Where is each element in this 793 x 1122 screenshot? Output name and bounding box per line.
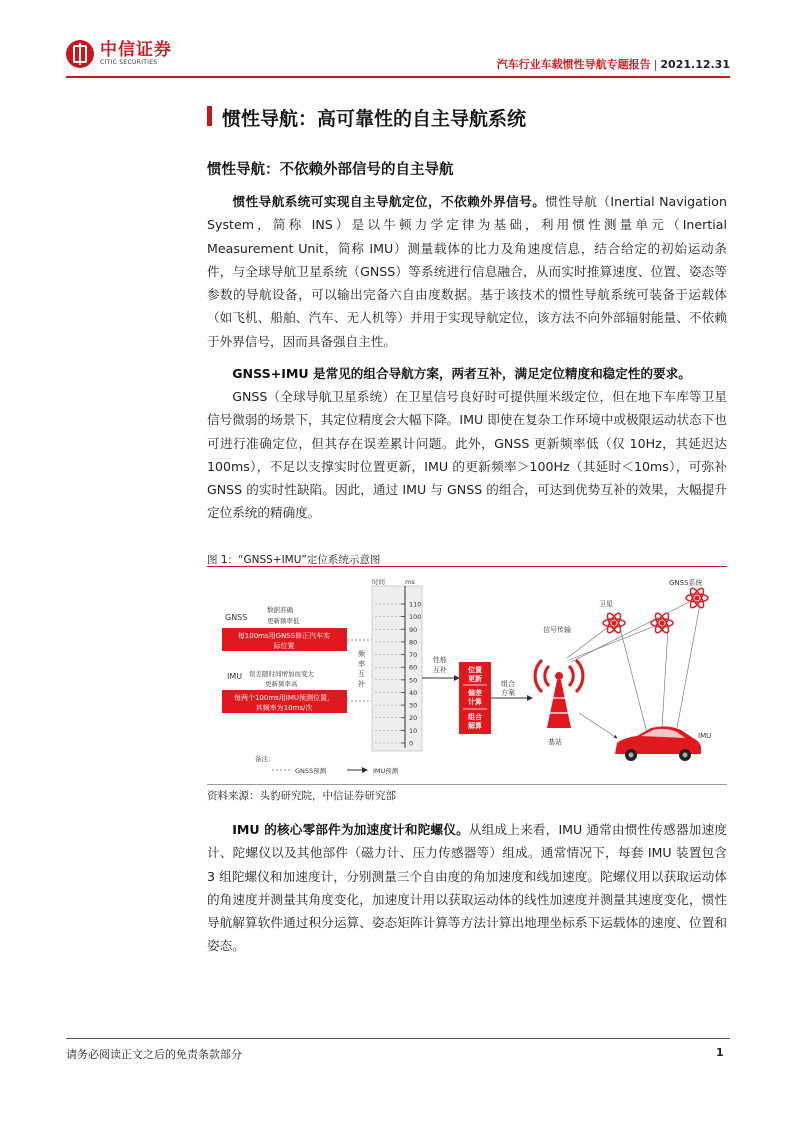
figure-top-rule xyxy=(207,566,727,567)
figure-source: 资料来源：头豹研究院，中信证券研究部 xyxy=(207,790,396,802)
imu-car-label: IMU xyxy=(698,732,712,740)
figure-caption: 图 1：“GNSS+IMU”定位系统示意图 xyxy=(207,554,381,566)
section-title: 惯性导航：高可靠性的自主导航系统 xyxy=(222,108,527,130)
timeline-tick-label: 0 xyxy=(409,739,414,748)
footer-disclaimer: 请务必阅读正文之后的免责条款部分 xyxy=(66,1048,242,1061)
page-number: 1 xyxy=(716,1046,724,1059)
svg-text:率: 率 xyxy=(358,660,365,668)
timeline-tick-label: 40 xyxy=(409,688,418,697)
freq-complement-label xyxy=(358,649,366,688)
timeline-tick-label: 70 xyxy=(409,651,418,660)
imu-desc-1: 误差随时间增加而变大 xyxy=(249,670,314,678)
svg-text:频: 频 xyxy=(358,650,365,658)
gnss-imu-diagram xyxy=(207,568,727,782)
base-station-label: 基站 xyxy=(548,738,562,746)
footer-divider xyxy=(66,1038,730,1039)
timeline-tick-label: 110 xyxy=(409,600,422,609)
timeline-tick-label: 100 xyxy=(409,613,422,622)
legend-title: 备注： xyxy=(255,755,275,763)
signal-label: 信号传输 xyxy=(543,626,571,634)
paragraph-gnss-imu-lead: GNSS+IMU 是常见的组合导航方案，两者互补，满足定位精度和稳定性的要求。 xyxy=(232,366,691,381)
satellite-icon-1 xyxy=(603,611,625,634)
paragraph-ins-lead: 惯性导航系统可实现自主导航定位，不依赖外界信号。 xyxy=(232,194,546,209)
citic-logo xyxy=(66,40,172,68)
timeline-tick-label: 30 xyxy=(409,701,418,710)
base-to-car-arrow xyxy=(579,713,617,738)
imu-box-line-2: 其频率为10ms/次 xyxy=(255,704,313,712)
gnss-box-line-1: 每100ms用GNSS修正汽车实 xyxy=(237,632,331,640)
perf-label-1: 性能 xyxy=(433,656,447,664)
perf-label-2: 互补 xyxy=(433,666,447,674)
base-station-icon xyxy=(535,660,583,728)
satellite-icon-3 xyxy=(686,586,708,609)
gnss-desc-1: 数据准确 xyxy=(267,606,293,614)
red-box-1-line-2: 更新 xyxy=(468,675,482,683)
header-report-info xyxy=(497,56,730,72)
red-box-2-line-2: 计算 xyxy=(468,698,482,706)
timeline-tick-label: 20 xyxy=(409,714,418,723)
car-icon xyxy=(615,726,701,761)
red-box-2-line-1: 偏差 xyxy=(468,689,482,697)
combo-label-2: 方案 xyxy=(501,689,515,697)
header-separator: | xyxy=(653,58,658,71)
logo-chinese-name: 中信证券 xyxy=(100,40,172,60)
report-title: 汽车行业车载惯性导航专题报告 xyxy=(496,58,651,71)
timeline-axis-label: 时间 xyxy=(372,578,385,586)
paragraph-ins xyxy=(207,190,727,353)
svg-text:补: 补 xyxy=(358,680,365,688)
report-date: 2021.12.31 xyxy=(660,58,730,71)
timeline-tick-label: 50 xyxy=(409,676,418,685)
logo-english-name: CITIC SECURITIES xyxy=(100,59,158,66)
red-box-3-line-1: 组合 xyxy=(468,713,482,721)
gnss-label: GNSS xyxy=(225,613,248,622)
gnss-system-label: GNSS系统 xyxy=(669,579,703,587)
imu-box-line-1: 每两个100ms用IMU预测位置， xyxy=(233,694,335,702)
timeline-tick-label: 90 xyxy=(409,625,418,634)
red-box-1-line-1: 位置 xyxy=(468,666,482,674)
paragraph-ins-body: 惯性导航（Inertial Navigation System，简称 INS）是以牛顿力学定律为基础，利用惯性测量单元（Inertial Measurement Unit，简称 IMU）测量载体的比力及角速度信息，结合给定的初始运动条件，与全球导航卫星系统（GNSS）等系统进行信息融合，从而实时推算速度、位置、姿态等参数的导航设备，可以输出完备六自由度数据。基于该技术的惯性导航系统可装备于运载体（如飞机、船舶、汽车、无人机等）并用于实现导航定位，该方法不向外部辐射能量、不依赖于外界信号，因而具备强自主性。 xyxy=(207,194,727,349)
figure-bottom-rule xyxy=(207,784,727,785)
section-subtitle: 惯性导航：不依赖外部信号的自主导航 xyxy=(207,162,454,178)
page-header xyxy=(66,40,730,76)
red-box-3-line-2: 解算 xyxy=(468,722,482,730)
timeline-axis-unit: ms xyxy=(405,578,415,586)
paragraph-imu-lead: IMU 的核心零部件为加速度计和陀螺仪。 xyxy=(232,822,469,837)
combo-label-1: 组合 xyxy=(501,680,515,688)
paragraph-imu-components xyxy=(207,818,727,958)
satellite-label: 卫星 xyxy=(599,600,613,608)
signal-lines xyxy=(567,602,700,733)
header-divider xyxy=(66,76,730,78)
imu-label: IMU xyxy=(227,672,243,681)
paragraph-imu-body: 从组成上来看，IMU 通常由惯性传感器加速度计、陀螺仪以及其他部件（磁力计、压力传感器等）组成。通常情况下，每套 IMU 装置包含 3 组陀螺仪和加速度计，分别测量三个自由度的角加速度和线加速度。陀螺仪用以获取运动体的角速度并测量其角度变化，加速度计用以获取运动体的线性加速度并测量其速度变化，惯性导航解算软件通过积分运算、姿态矩阵计算等方法计算出地理坐标系下运载体的速度、位置和姿态。 xyxy=(207,822,727,954)
imu-desc-2: 更新频率高 xyxy=(265,680,298,688)
paragraph-gnss-imu-body: GNSS（全球导航卫星系统）在卫星信号良好时可提供厘米级定位，但在地下车库等卫星信号微弱的场景下，其定位精度会大幅下降。IMU 即使在复杂工作环境中或极限运动状态下也可进行准确定位，但其存在误差累计问题。此外，GNSS 更新频率低（仅 10Hz，其延迟达 100ms），不足以支撑实时位置更新，IMU 的更新频率＞100Hz（其延时＜10ms），可弥补 GNSS 的实时性缺陷。因此，通过 IMU 与 GNSS 的组合，可达到优势互补的效果，大幅提升定位系统的精确度。 xyxy=(207,389,727,521)
timeline-tick-label: 80 xyxy=(409,638,418,647)
gnss-box-line-2: 际位置 xyxy=(273,642,295,650)
svg-text:互: 互 xyxy=(358,670,365,678)
timeline-tick-label: 10 xyxy=(409,726,418,735)
legend-gnss-label: GNSS预测 xyxy=(295,767,327,775)
citic-logo-icon xyxy=(66,40,94,68)
satellite-icon-2 xyxy=(651,611,673,634)
timeline-tick-label: 60 xyxy=(409,663,418,672)
legend-imu-label: IMU预测 xyxy=(373,767,399,775)
gnss-desc-2: 更新频率低 xyxy=(267,617,300,625)
